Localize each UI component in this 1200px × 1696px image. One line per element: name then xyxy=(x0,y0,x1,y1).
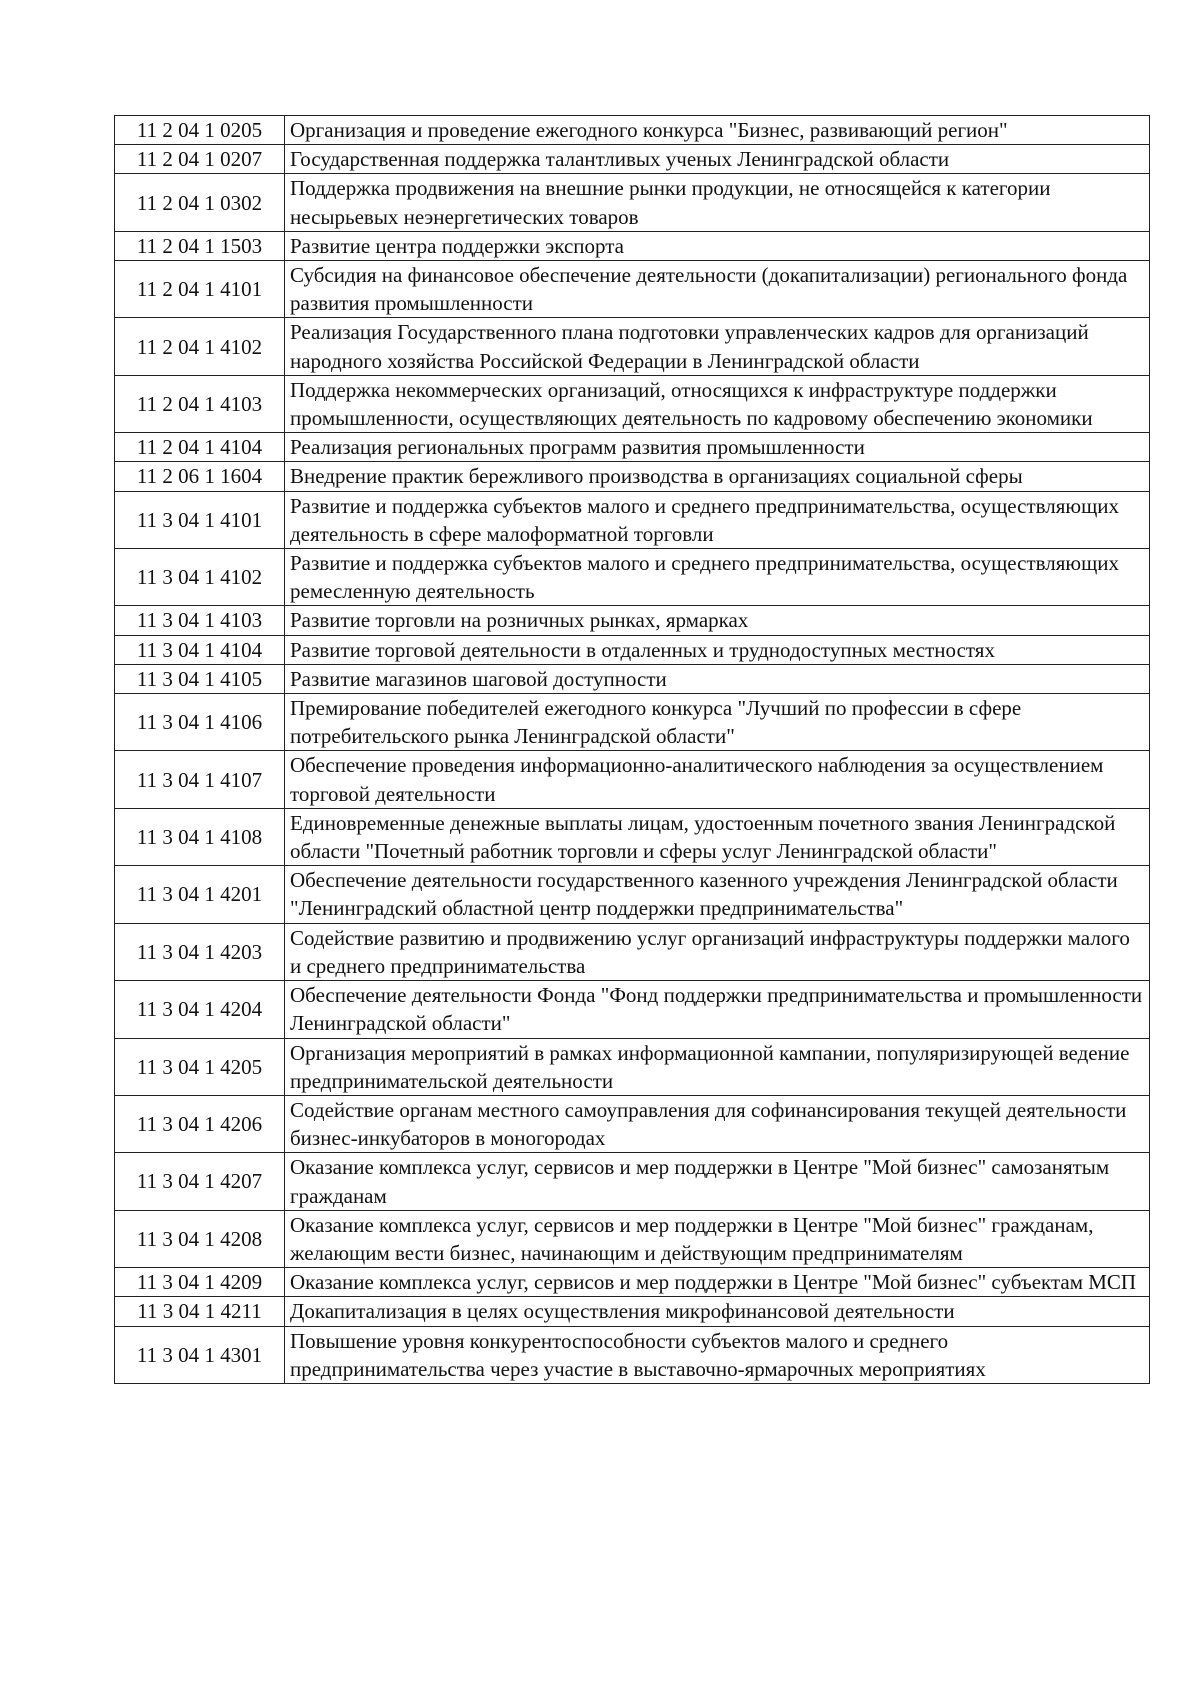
budget-codes-table xyxy=(114,115,1150,1384)
row-name-cell: Содействие развитию и продвижению услуг организаций инфраструктуры поддержки малого и среднего предпринимательства xyxy=(285,923,1150,980)
table-row xyxy=(115,1326,1150,1383)
row-code-cell: 11 3 04 1 4107 xyxy=(115,751,285,808)
row-name-cell: Развитие торговой деятельности в отдаленных и труднодоступных местностях xyxy=(285,635,1150,664)
table-row xyxy=(115,1153,1150,1210)
row-code-cell: 11 2 04 1 0205 xyxy=(115,116,285,145)
row-code-cell: 11 2 04 1 4102 xyxy=(115,318,285,375)
row-name-cell: Обеспечение проведения информационно-аналитического наблюдения за осуществлением торговой деятельности xyxy=(285,751,1150,808)
row-code-cell: 11 3 04 1 4103 xyxy=(115,606,285,635)
table-row xyxy=(115,1095,1150,1152)
row-name-cell: Обеспечение деятельности государственного казенного учреждения Ленинградской области "Ленинградский областной центр поддержки предпринимательства" xyxy=(285,866,1150,923)
row-code-cell: 11 3 04 1 4205 xyxy=(115,1038,285,1095)
row-code-cell: 11 3 04 1 4208 xyxy=(115,1210,285,1267)
row-name-cell: Реализация Государственного плана подготовки управленческих кадров для организаций народного хозяйства Российской Федерации в Ленинградской области xyxy=(285,318,1150,375)
row-name-cell: Государственная поддержка талантливых ученых Ленинградской области xyxy=(285,145,1150,174)
row-name-cell: Развитие торговли на розничных рынках, ярмарках xyxy=(285,606,1150,635)
table-row xyxy=(115,1038,1150,1095)
table-body xyxy=(115,116,1150,1384)
table-row xyxy=(115,635,1150,664)
row-code-cell: 11 3 04 1 4106 xyxy=(115,694,285,751)
row-name-cell: Развитие и поддержка субъектов малого и среднего предпринимательства, осуществляющих ремесленную деятельность xyxy=(285,549,1150,606)
row-code-cell: 11 3 04 1 4105 xyxy=(115,664,285,693)
row-name-cell: Развитие и поддержка субъектов малого и среднего предпринимательства, осуществляющих деятельность в сфере малоформатной торговли xyxy=(285,491,1150,548)
table-row xyxy=(115,664,1150,693)
row-code-cell: 11 2 04 1 4104 xyxy=(115,433,285,462)
table-row xyxy=(115,433,1150,462)
row-name-cell: Развитие центра поддержки экспорта xyxy=(285,231,1150,260)
row-code-cell: 11 2 04 1 4101 xyxy=(115,261,285,318)
table-row xyxy=(115,981,1150,1038)
row-code-cell: 11 3 04 1 4104 xyxy=(115,635,285,664)
row-name-cell: Единовременные денежные выплаты лицам, удостоенным почетного звания Ленинградской области "Почетный работник торговли и сферы услуг Ленинградской области" xyxy=(285,808,1150,865)
row-name-cell: Реализация региональных программ развития промышленности xyxy=(285,433,1150,462)
row-name-cell: Оказание комплекса услуг, сервисов и мер поддержки в Центре "Мой бизнес" самозанятым гражданам xyxy=(285,1153,1150,1210)
row-name-cell: Содействие органам местного самоуправления для софинансирования текущей деятельности бизнес-инкубаторов в моногородах xyxy=(285,1095,1150,1152)
row-code-cell: 11 3 04 1 4101 xyxy=(115,491,285,548)
row-name-cell: Внедрение практик бережливого производства в организациях социальной сферы xyxy=(285,462,1150,491)
row-code-cell: 11 3 04 1 4204 xyxy=(115,981,285,1038)
document-page xyxy=(114,115,1150,1384)
row-code-cell: 11 3 04 1 4301 xyxy=(115,1326,285,1383)
row-name-cell: Поддержка продвижения на внешние рынки продукции, не относящейся к категории несырьевых неэнергетических товаров xyxy=(285,174,1150,231)
table-row xyxy=(115,462,1150,491)
table-row xyxy=(115,751,1150,808)
row-name-cell: Оказание комплекса услуг, сервисов и мер поддержки в Центре "Мой бизнес" субъектам МСП xyxy=(285,1268,1150,1297)
table-row xyxy=(115,923,1150,980)
table-row xyxy=(115,116,1150,145)
table-row xyxy=(115,1268,1150,1297)
row-name-cell: Развитие магазинов шаговой доступности xyxy=(285,664,1150,693)
row-name-cell: Оказание комплекса услуг, сервисов и мер поддержки в Центре "Мой бизнес" гражданам, желающим вести бизнес, начинающим и действующим предпринимателям xyxy=(285,1210,1150,1267)
row-name-cell: Субсидия на финансовое обеспечение деятельности (докапитализации) регионального фонда развития промышленности xyxy=(285,261,1150,318)
row-code-cell: 11 3 04 1 4102 xyxy=(115,549,285,606)
table-row xyxy=(115,318,1150,375)
row-code-cell: 11 3 04 1 4201 xyxy=(115,866,285,923)
row-code-cell: 11 2 06 1 1604 xyxy=(115,462,285,491)
row-name-cell: Повышение уровня конкурентоспособности субъектов малого и среднего предпринимательства через участие в выставочно-ярмарочных мероприятиях xyxy=(285,1326,1150,1383)
table-row xyxy=(115,375,1150,432)
row-code-cell: 11 3 04 1 4211 xyxy=(115,1297,285,1326)
row-code-cell: 11 2 04 1 4103 xyxy=(115,375,285,432)
row-code-cell: 11 3 04 1 4203 xyxy=(115,923,285,980)
table-row xyxy=(115,866,1150,923)
table-row xyxy=(115,491,1150,548)
row-name-cell: Докапитализация в целях осуществления микрофинансовой деятельности xyxy=(285,1297,1150,1326)
table-row xyxy=(115,145,1150,174)
row-code-cell: 11 2 04 1 1503 xyxy=(115,231,285,260)
table-row xyxy=(115,1297,1150,1326)
table-row xyxy=(115,174,1150,231)
row-name-cell: Премирование победителей ежегодного конкурса "Лучший по профессии в сфере потребительского рынка Ленинградской области" xyxy=(285,694,1150,751)
row-code-cell: 11 3 04 1 4206 xyxy=(115,1095,285,1152)
row-name-cell: Организация мероприятий в рамках информационной кампании, популяризирующей ведение предпринимательской деятельности xyxy=(285,1038,1150,1095)
table-row xyxy=(115,261,1150,318)
row-code-cell: 11 3 04 1 4207 xyxy=(115,1153,285,1210)
table-row xyxy=(115,694,1150,751)
row-code-cell: 11 2 04 1 0302 xyxy=(115,174,285,231)
row-code-cell: 11 3 04 1 4209 xyxy=(115,1268,285,1297)
row-name-cell: Обеспечение деятельности Фонда "Фонд поддержки предпринимательства и промышленности Ленинградской области" xyxy=(285,981,1150,1038)
row-name-cell: Организация и проведение ежегодного конкурса "Бизнес, развивающий регион" xyxy=(285,116,1150,145)
table-row xyxy=(115,549,1150,606)
row-code-cell: 11 3 04 1 4108 xyxy=(115,808,285,865)
table-row xyxy=(115,606,1150,635)
row-code-cell: 11 2 04 1 0207 xyxy=(115,145,285,174)
table-row xyxy=(115,231,1150,260)
table-row xyxy=(115,1210,1150,1267)
table-row xyxy=(115,808,1150,865)
row-name-cell: Поддержка некоммерческих организаций, относящихся к инфраструктуре поддержки промышленности, осуществляющих деятельность по кадровому обеспечению экономики xyxy=(285,375,1150,432)
